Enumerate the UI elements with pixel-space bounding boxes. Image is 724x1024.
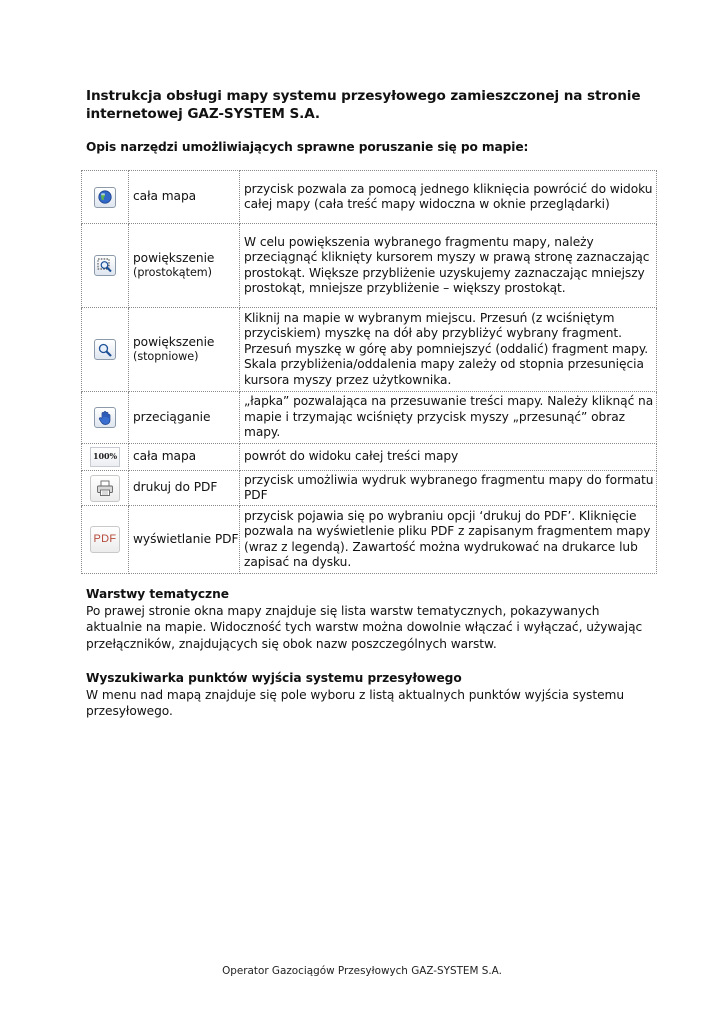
table-row xyxy=(82,506,657,574)
pan-hand-icon xyxy=(94,407,116,428)
document-title: Instrukcja obsługi mapy systemu przesyłowego zamieszczonej na stronie internetowej GAZ-SYSTEM S.A. xyxy=(86,88,641,122)
tools-heading: Opis narzędzi umożliwiających sprawne poruszanie się po mapie: xyxy=(86,140,529,154)
table-row xyxy=(82,471,657,506)
tool-description: przycisk umożliwia wydruk wybranego fragmentu mapy do formatu PDF xyxy=(240,471,657,506)
table-row xyxy=(82,224,657,308)
layers-heading: Warstwy tematyczne xyxy=(86,587,229,601)
tool-subname: (stopniowe) xyxy=(133,350,199,364)
zoom-rectangle-icon xyxy=(94,255,116,276)
layers-text: Po prawej stronie okna mapy znajduje się lista warstw tematycznych, pokazywanych aktualnie na mapie. Widoczność tych warstw można dowolnie włączać i wyłączać, używając przełączników, znajdujących się obok nazw poszczególnych warstw. xyxy=(86,603,643,651)
tool-description: W celu powiększenia wybranego fragmentu mapy, należy przeciągnąć kliknięty kursorem myszy w prawą stronę zaznaczając prostokąt. Większe przybliżenie uzyskujemy zaznaczając mniejszy prostokąt, mniejsze przybliżenie – większy prostokąt. xyxy=(240,224,657,308)
tool-description: przycisk pozwala za pomocą jednego kliknięcia powrócić do widoku całej mapy (cała treść mapy widoczna w oknie przeglądarki) xyxy=(240,171,657,224)
tool-description: przycisk pojawia się po wybraniu opcji ‘drukuj do PDF’. Kliknięcie pozwala na wyświetlenie pliku PDF z zapisanym fragmentem mapy (wraz z legendą). Zawartość można wydrukować na drukarce lub zapisać na dysku. xyxy=(240,506,657,574)
tool-name: wyświetlanie PDF xyxy=(133,531,239,546)
tool-description: Kliknij na mapie w wybranym miejscu. Przesuń (z wciśniętym przyciskiem) myszkę na dół aby przybliżyć wybrany fragment. Przesuń myszkę w górę aby pomniejszyć (oddalić) fragment mapy. Skala przybliżenia/oddalenia mapy zależy od stopnia przesunięcia kursora myszy przez użytkownika. xyxy=(240,308,657,392)
zoom-step-icon xyxy=(94,339,116,360)
tool-description: „łapka” pozwalająca na przesuwanie treści mapy. Należy kliknąć na mapie i trzymając wciśnięty przycisk myszy „przesunąć” obraz mapy. xyxy=(240,392,657,444)
finder-heading: Wyszukiwarka punktów wyjścia systemu przesyłowego xyxy=(86,671,462,685)
table-row xyxy=(82,444,657,471)
tool-name: cała mapa xyxy=(133,189,197,204)
printer-icon xyxy=(90,475,120,502)
layers-section xyxy=(86,586,646,652)
tool-subname: (prostokątem) xyxy=(133,266,212,280)
tool-description: powrót do widoku całej treści mapy xyxy=(240,444,657,471)
tools-table xyxy=(81,170,657,574)
pdf-icon: PDF xyxy=(90,526,120,553)
table-row xyxy=(82,171,657,224)
tool-name: cała mapa xyxy=(133,449,197,464)
tool-name: drukuj do PDF xyxy=(133,480,218,495)
globe-icon xyxy=(94,187,116,208)
tool-name: powiększenie xyxy=(133,250,215,265)
finder-text: W menu nad mapą znajduje się pole wyboru z listą aktualnych punktów wyjścia systemu przesyłowego. xyxy=(86,687,625,718)
table-row xyxy=(82,392,657,444)
page-footer: Operator Gazociągów Przesyłowych GAZ-SYSTEM S.A. xyxy=(222,965,502,977)
tool-name: przeciąganie xyxy=(133,409,211,424)
zoom-100-icon: 100% xyxy=(90,447,120,467)
tool-name: powiększenie xyxy=(133,334,215,349)
table-row xyxy=(82,308,657,392)
finder-section xyxy=(86,670,646,720)
